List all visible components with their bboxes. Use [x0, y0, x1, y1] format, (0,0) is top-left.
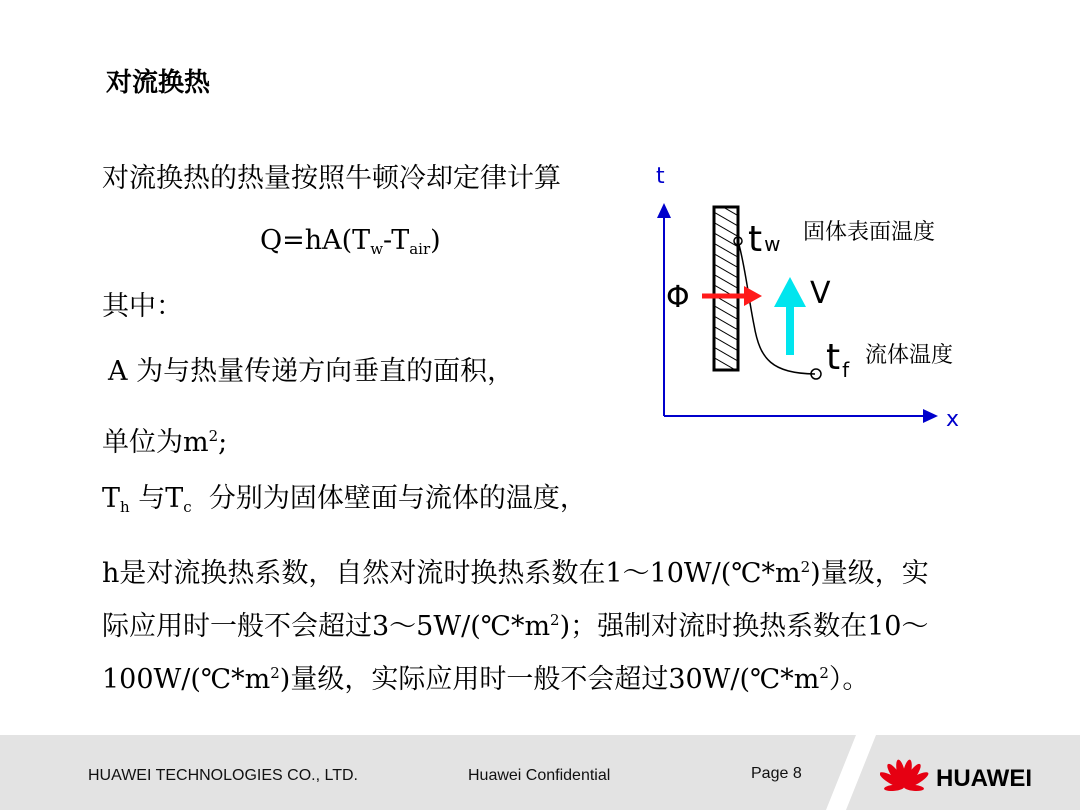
h-line-2b: )；强制对流时换热系数在10～ [559, 611, 929, 642]
slide-title: 对流换热 [106, 68, 211, 98]
th-sub: h [120, 498, 130, 516]
where-text: 其中： [102, 291, 183, 322]
h-line-1b: )量级，实 [810, 558, 929, 589]
footer-company: HUAWEI TECHNOLOGIES CO., LTD. [88, 767, 358, 784]
tw-t: t [748, 219, 763, 260]
h-line-1a: h是对流换热系数，自然对流时换热系数在1～10W/(℃*m [102, 558, 801, 589]
tf-t: t [826, 337, 841, 378]
tw-sub: w [764, 232, 781, 256]
th-t: T [102, 483, 121, 514]
footer-divider-slash [826, 735, 876, 810]
formula-sub-air: air [409, 240, 431, 258]
phi-label: Φ [666, 280, 690, 315]
tc-sub: c [183, 498, 192, 516]
h-line-3-sup2: 2 [819, 664, 829, 682]
heat-flux-arrowhead-icon [744, 286, 762, 306]
unit-text [102, 421, 227, 458]
footer-bar [0, 735, 1080, 810]
formula-prefix: Q=hA(T [260, 225, 371, 256]
h-line-1-sup: 2 [800, 558, 811, 576]
h-line-2a: 际应用时一般不会超过3～5W/(℃*m [102, 611, 551, 642]
footer-confidential: Huawei Confidential [468, 767, 611, 784]
temperature-profile-curve [738, 241, 815, 374]
h-line-1 [102, 544, 997, 597]
h-line-3 [102, 650, 997, 703]
h-line-3a: 100W/(℃*m [102, 664, 271, 695]
x-axis-arrow-icon [923, 409, 938, 423]
tf-symbol [826, 337, 850, 382]
intro-text: 对流换热的热量按照牛顿冷却定律计算 [102, 163, 561, 194]
huawei-flower-icon [880, 759, 930, 792]
h-line-2 [102, 597, 997, 650]
h-line-2-sup: 2 [550, 611, 560, 629]
velocity-label: V [810, 276, 831, 311]
area-definition: A 为与热量传递方向垂直的面积， [108, 356, 515, 387]
temperature-definition [102, 484, 587, 522]
tf-sub: f [842, 358, 850, 382]
tw-symbol [748, 219, 780, 260]
temp-rest: 分别为固体壁面与流体的温度， [208, 483, 587, 514]
formula-suffix: ) [430, 225, 441, 256]
formula [260, 226, 441, 264]
t-axis-arrow-icon [657, 203, 671, 218]
footer-page-number: Page 8 [751, 765, 802, 782]
velocity-arrowhead-icon [774, 277, 806, 307]
h-line-3b: )量级，实际应用时一般不会超过30W/(℃*m [279, 664, 820, 695]
t-axis-label: t [656, 164, 665, 189]
unit-prefix: 单位为m [102, 427, 209, 458]
solid-wall [714, 207, 738, 370]
h-line-3c: ）。 [828, 664, 870, 695]
h-coefficient-paragraph [102, 544, 997, 703]
convection-diagram [650, 155, 980, 440]
formula-sub-w: w [370, 240, 384, 258]
tc-text: 与T [138, 483, 184, 514]
h-line-3-sup: 2 [270, 664, 280, 682]
huawei-logo-text: HUAWEI [936, 765, 1032, 792]
x-axis-label: x [946, 407, 960, 432]
huawei-logo [880, 753, 1050, 797]
unit-sup: 2 [208, 427, 219, 445]
tw-description: 固体表面温度 [803, 220, 936, 245]
formula-mid: -T [383, 225, 410, 256]
tf-description: 流体温度 [865, 343, 954, 368]
unit-suffix: ; [218, 427, 228, 458]
